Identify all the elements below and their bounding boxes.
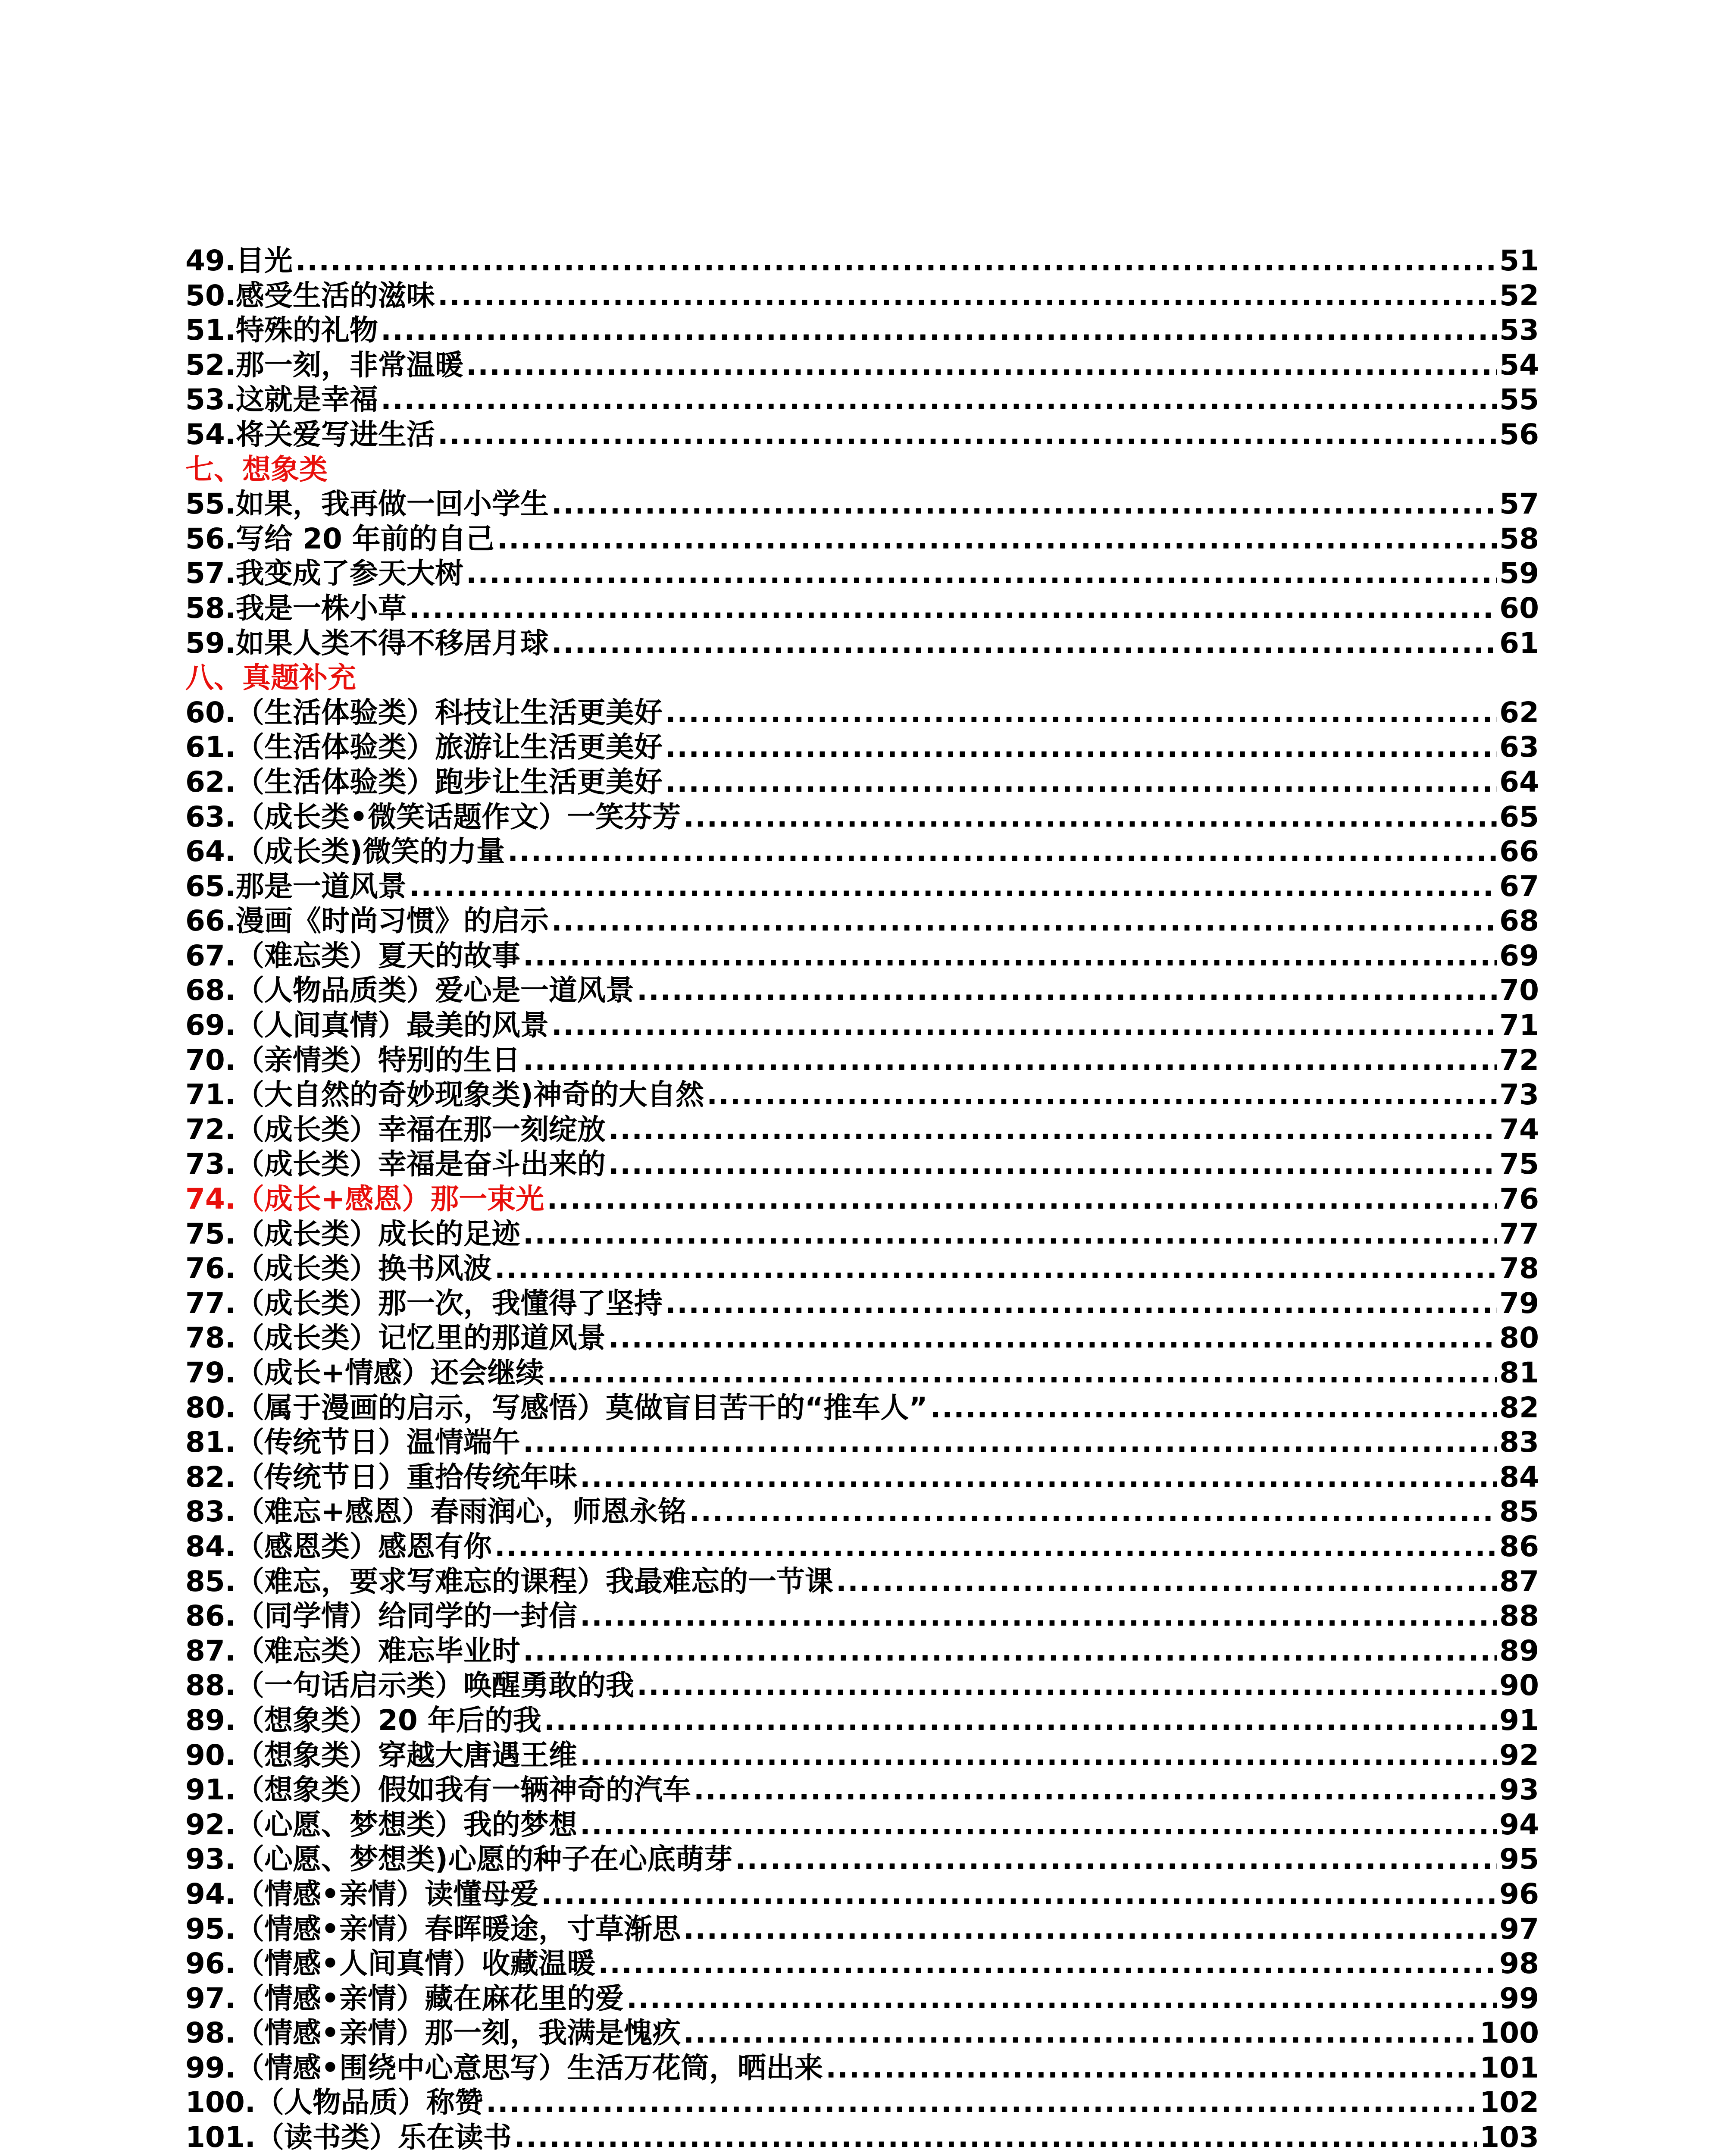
toc-entry-page: 57 bbox=[1499, 487, 1539, 521]
toc-entry-page: 66 bbox=[1499, 835, 1539, 868]
toc-entry-title: 76.（成长类）换书风波 bbox=[185, 1252, 492, 1285]
dot-leader bbox=[438, 417, 1497, 452]
dot-leader bbox=[608, 1112, 1497, 1147]
toc-section-heading bbox=[185, 452, 1539, 487]
toc-entry-page: 61 bbox=[1499, 626, 1539, 660]
dot-leader bbox=[683, 2016, 1477, 2051]
toc-entry-page: 102 bbox=[1480, 2086, 1539, 2119]
dot-leader bbox=[497, 522, 1497, 557]
toc-entry-title: 61.（生活体验类）旅游让生活更美好 bbox=[185, 730, 663, 764]
toc-entry-page: 73 bbox=[1499, 1078, 1539, 1112]
toc-entry-title: 62.（生活体验类）跑步让生活更美好 bbox=[185, 765, 663, 799]
toc-entry-title: 91.（想象类）假如我有一辆神奇的汽车 bbox=[185, 1773, 691, 1807]
dot-leader bbox=[523, 1043, 1497, 1078]
dot-leader bbox=[514, 2120, 1477, 2155]
toc-entry-page: 84 bbox=[1499, 1460, 1539, 1494]
toc-entry[interactable] bbox=[185, 1877, 1539, 1912]
dot-leader bbox=[466, 348, 1497, 383]
toc-entry[interactable] bbox=[185, 765, 1539, 800]
toc-entry-title: 74.（成长+感恩）那一束光 bbox=[185, 1182, 544, 1216]
toc-entry[interactable] bbox=[185, 2120, 1539, 2155]
toc-entry-page: 97 bbox=[1499, 1912, 1539, 1946]
toc-entry[interactable] bbox=[185, 1634, 1539, 1669]
dot-leader bbox=[544, 1703, 1497, 1738]
toc-entry[interactable] bbox=[185, 939, 1539, 974]
toc-entry-title: 82.（传统节日）重拾传统年味 bbox=[185, 1460, 577, 1494]
toc-entry-page: 95 bbox=[1499, 1843, 1539, 1876]
toc-entry[interactable] bbox=[185, 1008, 1539, 1043]
toc-entry-title: 83.（难忘+感恩）春雨润心，师恩永铭 bbox=[185, 1495, 687, 1529]
toc-entry-page: 60 bbox=[1499, 591, 1539, 625]
dot-leader bbox=[547, 1356, 1497, 1391]
dot-leader bbox=[541, 1877, 1497, 1912]
dot-leader bbox=[626, 1981, 1497, 2016]
toc-entry-page: 56 bbox=[1499, 417, 1539, 451]
toc-entry-title: 71.（大自然的奇妙现象类)神奇的大自然 bbox=[185, 1078, 704, 1112]
toc-entry[interactable] bbox=[185, 382, 1539, 417]
toc-entry[interactable] bbox=[185, 1773, 1539, 1808]
toc-entry[interactable] bbox=[185, 522, 1539, 557]
toc-entry-page: 58 bbox=[1499, 522, 1539, 555]
toc-entry-page: 89 bbox=[1499, 1634, 1539, 1667]
toc-entry-title: 98.（情感•亲情）那一刻，我满是愧疚 bbox=[185, 2016, 681, 2050]
toc-entry-page: 77 bbox=[1499, 1217, 1539, 1250]
dot-leader bbox=[551, 904, 1497, 939]
toc-entry[interactable] bbox=[185, 591, 1539, 626]
dot-leader bbox=[683, 800, 1497, 835]
toc-entry[interactable] bbox=[185, 1599, 1539, 1634]
toc-entry-page: 75 bbox=[1499, 1147, 1539, 1181]
toc-entry-title: 92.（心愿、梦想类）我的梦想 bbox=[185, 1808, 577, 1841]
toc-entry-title: 77.（成长类）那一次，我懂得了坚持 bbox=[185, 1286, 663, 1320]
dot-leader bbox=[683, 1912, 1497, 1947]
toc-entry-page: 103 bbox=[1480, 2121, 1539, 2154]
toc-entry-page: 64 bbox=[1499, 765, 1539, 799]
toc-entry-page: 63 bbox=[1499, 730, 1539, 764]
toc-entry-title: 88.（一句话启示类）唤醒勇敢的我 bbox=[185, 1669, 634, 1702]
toc-entry-title: 53.这就是幸福 bbox=[185, 383, 378, 417]
toc-entry[interactable] bbox=[185, 1808, 1539, 1843]
dot-leader bbox=[409, 591, 1497, 626]
toc-entry-title: 63.（成长类•微笑话题作文）一笑芬芳 bbox=[185, 800, 681, 834]
toc-entry-title: 78.（成长类）记忆里的那道风景 bbox=[185, 1321, 606, 1355]
toc-entry-page: 76 bbox=[1499, 1182, 1539, 1216]
toc-entry-title: 52.那一刻，非常温暖 bbox=[185, 348, 463, 382]
toc-entry-page: 74 bbox=[1499, 1112, 1539, 1146]
toc-entry[interactable] bbox=[185, 487, 1539, 522]
toc-entry-page: 62 bbox=[1499, 696, 1539, 729]
dot-leader bbox=[507, 834, 1497, 869]
toc-entry-title: 75.（成长类）成长的足迹 bbox=[185, 1217, 520, 1250]
toc-entry-title: 84.（感恩类）感恩有你 bbox=[185, 1529, 492, 1563]
toc-entry-page: 59 bbox=[1499, 557, 1539, 590]
toc-entry[interactable] bbox=[185, 1112, 1539, 1147]
dot-leader bbox=[665, 730, 1497, 765]
toc-entry-page: 67 bbox=[1499, 869, 1539, 903]
toc-entry[interactable] bbox=[185, 800, 1539, 835]
toc-entry[interactable] bbox=[185, 973, 1539, 1008]
toc-entry-title: 67.（难忘类）夏天的故事 bbox=[185, 939, 520, 972]
toc-entry[interactable] bbox=[185, 313, 1539, 348]
toc-section-heading bbox=[185, 661, 1539, 696]
toc-entry-title: 100.（人物品质）称赞 bbox=[185, 2086, 483, 2119]
toc-entry-title: 81.（传统节日）温情端午 bbox=[185, 1426, 520, 1459]
toc-entry[interactable] bbox=[185, 1286, 1539, 1321]
toc-entry-title: 101.（读书类）乐在读书 bbox=[185, 2121, 512, 2154]
toc-entry-page: 53 bbox=[1499, 313, 1539, 347]
toc-entry[interactable] bbox=[185, 2085, 1539, 2120]
toc-entry[interactable] bbox=[185, 1842, 1539, 1877]
toc-entry-page: 88 bbox=[1499, 1599, 1539, 1633]
toc-entry-page: 82 bbox=[1499, 1391, 1539, 1424]
toc-entry-title: 80.（属于漫画的启示，写感悟）莫做盲目苦干的“推车人” bbox=[185, 1391, 928, 1424]
dot-leader bbox=[689, 1495, 1497, 1529]
dot-leader bbox=[547, 1182, 1497, 1217]
dot-leader bbox=[381, 382, 1497, 417]
toc-entry-title: 90.（想象类）穿越大唐遇王维 bbox=[185, 1738, 577, 1772]
toc-entry-page: 52 bbox=[1499, 279, 1539, 312]
toc-entry[interactable] bbox=[185, 1460, 1539, 1495]
toc-entry[interactable] bbox=[185, 834, 1539, 869]
toc-entry[interactable] bbox=[185, 1425, 1539, 1460]
toc-entry[interactable] bbox=[185, 1946, 1539, 1981]
toc-entry-page: 55 bbox=[1499, 383, 1539, 417]
toc-entry-title: 99.（情感•围绕中心意思写）生活万花筒，晒出来 bbox=[185, 2051, 823, 2084]
toc-entry[interactable] bbox=[185, 2051, 1539, 2086]
dot-leader bbox=[494, 1529, 1497, 1564]
toc-entry[interactable] bbox=[185, 1495, 1539, 1529]
toc-entry-title: 65.那是一道风景 bbox=[185, 869, 407, 903]
toc-entry-title: 八、真题补充 bbox=[185, 661, 356, 695]
toc-entry[interactable] bbox=[185, 1703, 1539, 1738]
toc-entry[interactable] bbox=[185, 1321, 1539, 1356]
dot-leader bbox=[637, 1668, 1497, 1703]
toc-entry-page: 81 bbox=[1499, 1356, 1539, 1389]
dot-leader bbox=[580, 1599, 1497, 1634]
toc-entry-title: 89.（想象类）20 年后的我 bbox=[185, 1703, 541, 1737]
toc-entry-title: 72.（成长类）幸福在那一刻绽放 bbox=[185, 1112, 606, 1146]
toc-entry[interactable] bbox=[185, 1981, 1539, 2016]
toc-entry-title: 93.（心愿、梦想类)心愿的种子在心底萌芽 bbox=[185, 1843, 733, 1876]
dot-leader bbox=[551, 487, 1497, 522]
dot-leader bbox=[523, 939, 1497, 974]
toc-entry[interactable] bbox=[185, 1529, 1539, 1564]
toc-entry-title: 58.我是一株小草 bbox=[185, 591, 407, 625]
dot-leader bbox=[608, 1147, 1497, 1182]
toc-entry-title: 69.（人间真情）最美的风景 bbox=[185, 1009, 549, 1042]
toc-entry-page: 54 bbox=[1499, 348, 1539, 382]
toc-entry-page: 65 bbox=[1499, 800, 1539, 834]
toc-entry-page: 91 bbox=[1499, 1703, 1539, 1737]
toc-entry-page: 87 bbox=[1499, 1564, 1539, 1598]
dot-leader bbox=[735, 1842, 1497, 1877]
toc-entry-title: 94.（情感•亲情）读懂母爱 bbox=[185, 1877, 539, 1911]
dot-leader bbox=[494, 1251, 1497, 1286]
toc-entry-page: 86 bbox=[1499, 1529, 1539, 1563]
toc-entry-page: 90 bbox=[1499, 1669, 1539, 1702]
toc-entry[interactable] bbox=[185, 1182, 1539, 1217]
toc-entry-page: 70 bbox=[1499, 974, 1539, 1007]
toc-entry[interactable] bbox=[185, 1668, 1539, 1703]
dot-leader bbox=[826, 2051, 1477, 2086]
dot-leader bbox=[466, 556, 1497, 591]
toc-entry-page: 79 bbox=[1499, 1286, 1539, 1320]
toc-entry-page: 100 bbox=[1480, 2016, 1539, 2050]
toc-entry[interactable] bbox=[185, 1147, 1539, 1182]
toc-entry-title: 73.（成长类）幸福是奋斗出来的 bbox=[185, 1147, 606, 1181]
dot-leader bbox=[665, 696, 1497, 730]
toc-entry-title: 54.将关爱写进生活 bbox=[185, 417, 435, 451]
toc-entry-title: 49.目光 bbox=[185, 244, 293, 277]
toc-entry[interactable] bbox=[185, 626, 1539, 661]
toc-entry-page: 94 bbox=[1499, 1808, 1539, 1841]
toc-entry-title: 95.（情感•亲情）春晖暖途，寸草渐思 bbox=[185, 1912, 681, 1946]
dot-leader bbox=[438, 279, 1497, 313]
dot-leader bbox=[665, 1286, 1497, 1321]
toc-entry-page: 69 bbox=[1499, 939, 1539, 972]
dot-leader bbox=[580, 1808, 1497, 1843]
toc-entry-title: 85.（难忘，要求写难忘的课程）我最难忘的一节课 bbox=[185, 1564, 833, 1598]
toc-entry-title: 50.感受生活的滋味 bbox=[185, 279, 435, 312]
toc-entry-title: 57.我变成了参天大树 bbox=[185, 557, 463, 590]
dot-leader bbox=[409, 869, 1497, 904]
toc-entry-page: 93 bbox=[1499, 1773, 1539, 1807]
toc-entry-page: 78 bbox=[1499, 1252, 1539, 1285]
toc-entry[interactable] bbox=[185, 1912, 1539, 1947]
table-of-contents bbox=[185, 244, 1539, 2155]
dot-leader bbox=[665, 765, 1497, 800]
toc-entry-page: 68 bbox=[1499, 904, 1539, 938]
dot-leader bbox=[608, 1321, 1497, 1356]
dot-leader bbox=[523, 1425, 1497, 1460]
toc-entry-title: 97.（情感•亲情）藏在麻花里的爱 bbox=[185, 1981, 624, 2015]
toc-entry-title: 60.（生活体验类）科技让生活更美好 bbox=[185, 696, 663, 729]
dot-leader bbox=[930, 1391, 1497, 1426]
toc-entry[interactable] bbox=[185, 1217, 1539, 1252]
toc-entry-title: 66.漫画《时尚习惯》的启示 bbox=[185, 904, 549, 938]
dot-leader bbox=[551, 1008, 1497, 1043]
dot-leader bbox=[381, 313, 1497, 348]
toc-entry[interactable] bbox=[185, 1251, 1539, 1286]
dot-leader bbox=[580, 1738, 1497, 1773]
toc-entry[interactable] bbox=[185, 730, 1539, 765]
toc-entry-title: 56.写给 20 年前的自己 bbox=[185, 522, 494, 555]
toc-entry-page: 85 bbox=[1499, 1495, 1539, 1529]
toc-entry[interactable] bbox=[185, 556, 1539, 591]
toc-entry[interactable] bbox=[185, 244, 1539, 279]
dot-leader bbox=[486, 2085, 1477, 2120]
toc-entry-title: 七、想象类 bbox=[185, 452, 328, 486]
toc-entry-page: 51 bbox=[1499, 244, 1539, 277]
toc-entry[interactable] bbox=[185, 696, 1539, 730]
toc-entry-title: 68.（人物品质类）爱心是一道风景 bbox=[185, 974, 634, 1007]
toc-entry[interactable] bbox=[185, 904, 1539, 939]
toc-entry[interactable] bbox=[185, 1356, 1539, 1391]
toc-entry[interactable] bbox=[185, 1564, 1539, 1599]
toc-entry-title: 55.如果，我再做一回小学生 bbox=[185, 487, 549, 521]
toc-entry-title: 59.如果人类不得不移居月球 bbox=[185, 626, 549, 660]
toc-entry[interactable] bbox=[185, 869, 1539, 904]
dot-leader bbox=[523, 1634, 1497, 1669]
toc-entry-page: 80 bbox=[1499, 1321, 1539, 1355]
toc-entry-title: 86.（同学情）给同学的一封信 bbox=[185, 1599, 577, 1633]
dot-leader bbox=[637, 973, 1497, 1008]
toc-entry-title: 70.（亲情类）特别的生日 bbox=[185, 1043, 520, 1077]
dot-leader bbox=[580, 1460, 1497, 1495]
toc-entry[interactable] bbox=[185, 279, 1539, 313]
toc-entry-title: 96.（情感•人间真情）收藏温暖 bbox=[185, 1947, 596, 1981]
toc-entry[interactable] bbox=[185, 1078, 1539, 1112]
toc-entry[interactable] bbox=[185, 417, 1539, 452]
toc-entry-title: 51.特殊的礼物 bbox=[185, 313, 378, 347]
dot-leader bbox=[707, 1078, 1497, 1112]
dot-leader bbox=[523, 1217, 1497, 1252]
dot-leader bbox=[598, 1946, 1497, 1981]
toc-entry-page: 72 bbox=[1499, 1043, 1539, 1077]
toc-entry-page: 99 bbox=[1499, 1981, 1539, 2015]
toc-entry-title: 64.（成长类)微笑的力量 bbox=[185, 835, 505, 868]
toc-entry[interactable] bbox=[185, 348, 1539, 383]
dot-leader bbox=[295, 244, 1497, 279]
dot-leader bbox=[694, 1773, 1497, 1808]
toc-entry-page: 98 bbox=[1499, 1947, 1539, 1981]
dot-leader bbox=[551, 626, 1497, 661]
toc-entry-page: 83 bbox=[1499, 1426, 1539, 1459]
toc-entry-page: 96 bbox=[1499, 1877, 1539, 1911]
toc-entry[interactable] bbox=[185, 1738, 1539, 1773]
toc-entry-title: 79.（成长+情感）还会继续 bbox=[185, 1356, 544, 1389]
toc-entry[interactable] bbox=[185, 2016, 1539, 2051]
dot-leader bbox=[836, 1564, 1497, 1599]
toc-entry-page: 101 bbox=[1480, 2051, 1539, 2084]
toc-entry-title: 87.（难忘类）难忘毕业时 bbox=[185, 1634, 520, 1667]
toc-entry-page: 92 bbox=[1499, 1738, 1539, 1772]
toc-entry[interactable] bbox=[185, 1391, 1539, 1426]
toc-entry[interactable] bbox=[185, 1043, 1539, 1078]
toc-entry-page: 71 bbox=[1499, 1009, 1539, 1042]
